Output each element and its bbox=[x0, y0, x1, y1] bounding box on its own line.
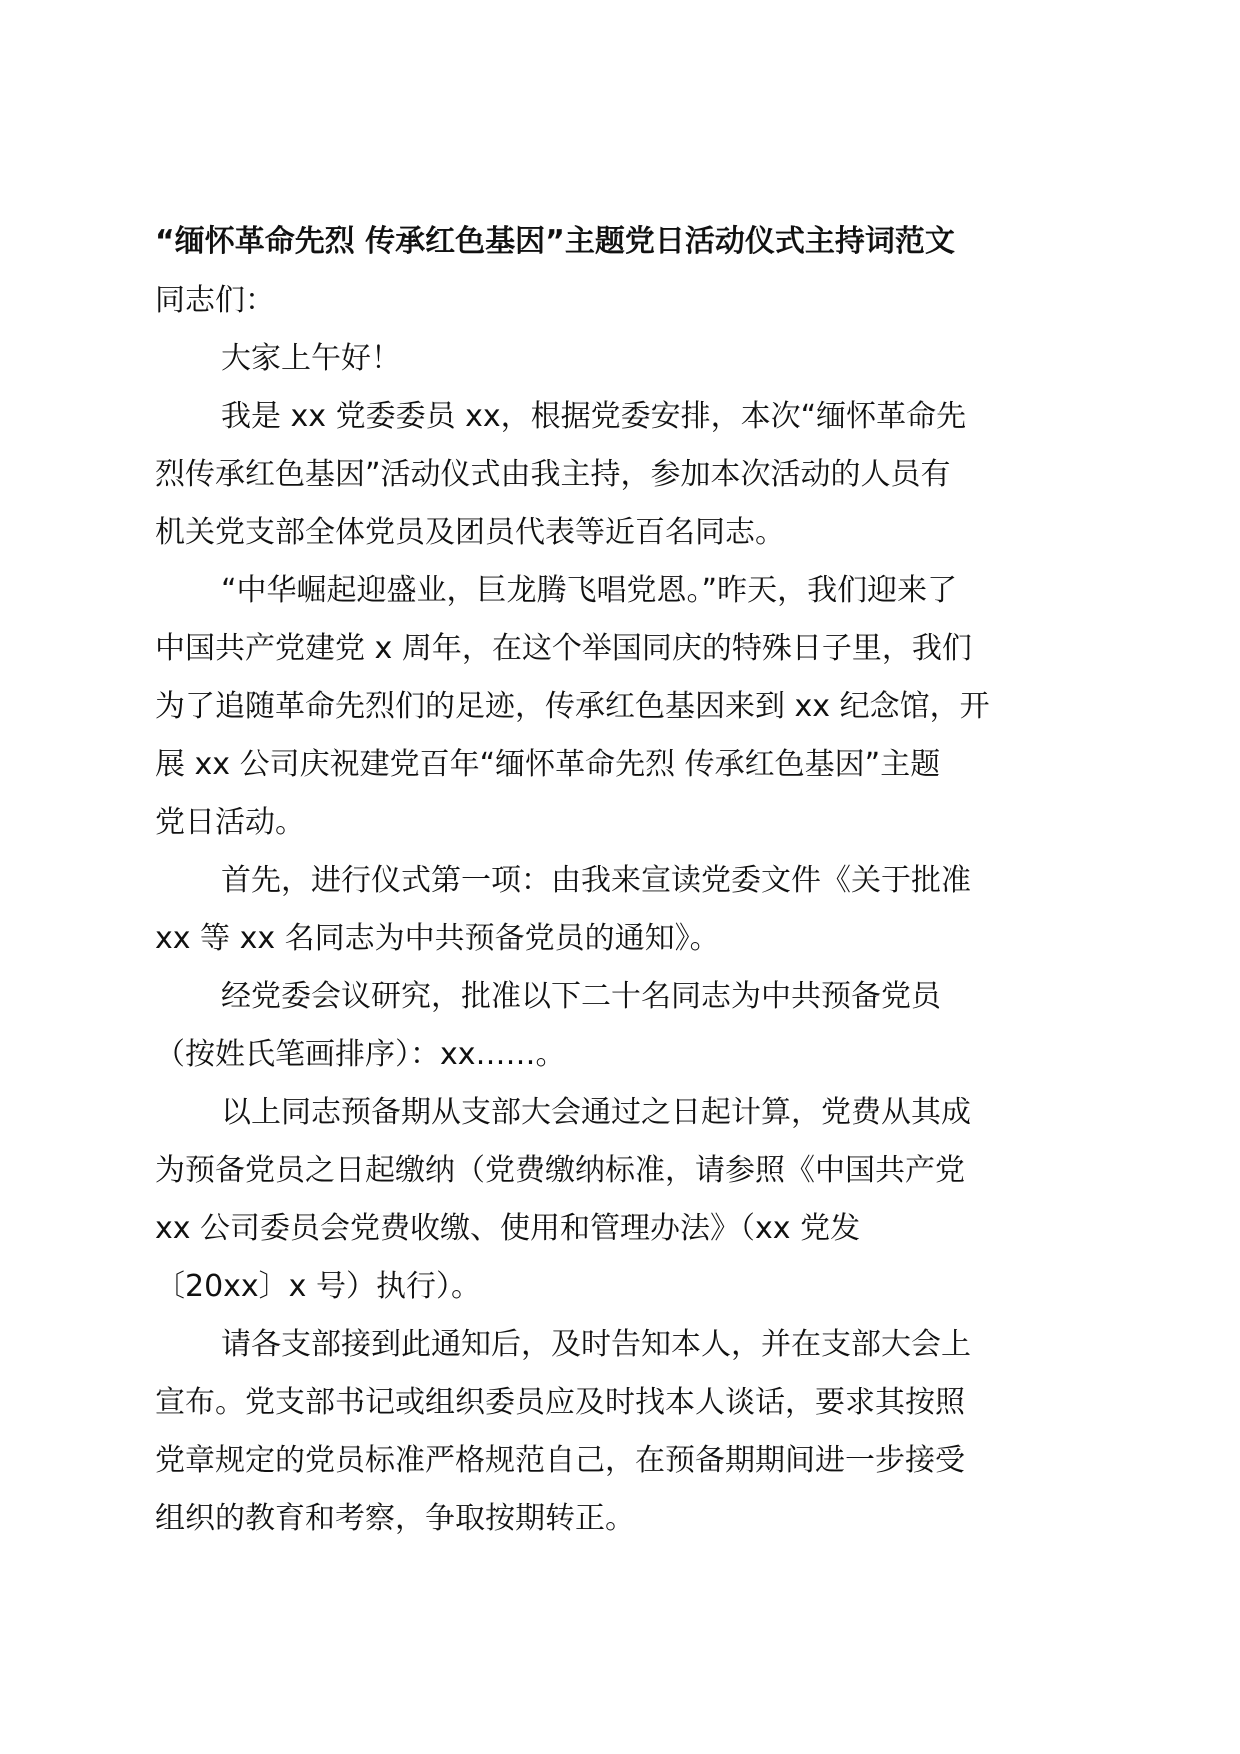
paragraph-line: “中华崛起迎盛业，巨龙腾飞唱党恩。”昨天，我们迎来了 bbox=[221, 573, 958, 608]
paragraph-line: 为预备党员之日起缴纳（党费缴纳标准，请参照《中国共产党 bbox=[155, 1153, 965, 1188]
paragraph-line: 以上同志预备期从支部大会通过之日起计算，党费从其成 bbox=[221, 1095, 971, 1130]
paragraph-line: 机关党支部全体党员及团员代表等近百名同志。 bbox=[155, 515, 785, 550]
body-paragraph bbox=[155, 1316, 1095, 1548]
body-paragraph bbox=[155, 1084, 1095, 1316]
paragraph-line: 我是 xx 党委委员 xx，根据党委安排，本次“缅怀革命先 bbox=[221, 399, 967, 434]
paragraph-line: 宣布。党支部书记或组织委员应及时找本人谈话，要求其按照 bbox=[155, 1385, 965, 1420]
body-paragraph bbox=[155, 388, 1095, 562]
paragraph-line: 组织的教育和考察，争取按期转正。 bbox=[155, 1501, 635, 1536]
paragraph-line: 烈传承红色基因”活动仪式由我主持，参加本次活动的人员有 bbox=[155, 457, 951, 492]
document-title: “缅怀革命先烈 传承红色基因”主题党日活动仪式主持词范文 bbox=[155, 224, 955, 259]
paragraph-line: 〔20xx〕x 号）执行）。 bbox=[155, 1269, 481, 1304]
paragraph-list bbox=[155, 330, 1095, 1548]
paragraph-line: 经党委会议研究，批准以下二十名同志为中共预备党员 bbox=[221, 979, 941, 1014]
paragraph-line: 大家上午好！ bbox=[221, 341, 401, 376]
body-paragraph bbox=[155, 562, 1095, 852]
document-body bbox=[155, 212, 1095, 1548]
paragraph-line: 首先，进行仪式第一项：由我来宣读党委文件《关于批准 bbox=[221, 863, 971, 898]
paragraph-line: 展 xx 公司庆祝建党百年“缅怀革命先烈 传承红色基因”主题 bbox=[155, 747, 941, 782]
body-paragraph bbox=[155, 330, 1095, 388]
paragraph-line: 请各支部接到此通知后，及时告知本人，并在支部大会上 bbox=[221, 1327, 971, 1362]
paragraph-line: （按姓氏笔画排序）：xx……。 bbox=[155, 1037, 566, 1072]
paragraph-line: xx 等 xx 名同志为中共预备党员的通知》。 bbox=[155, 921, 720, 956]
paragraph-line: 为了追随革命先烈们的足迹，传承红色基因来到 xx 纪念馆，开 bbox=[155, 689, 990, 724]
paragraph-line: 党日活动。 bbox=[155, 805, 305, 840]
body-paragraph bbox=[155, 852, 1095, 968]
body-paragraph bbox=[155, 968, 1095, 1084]
paragraph-line: 中国共产党建党 x 周年，在这个举国同庆的特殊日子里，我们 bbox=[155, 631, 972, 666]
salutation: 同志们： bbox=[155, 283, 275, 318]
paragraph-line: 党章规定的党员标准严格规范自己，在预备期期间进一步接受 bbox=[155, 1443, 965, 1478]
paragraph-line: xx 公司委员会党费收缴、使用和管理办法》（xx 党发 bbox=[155, 1211, 861, 1246]
